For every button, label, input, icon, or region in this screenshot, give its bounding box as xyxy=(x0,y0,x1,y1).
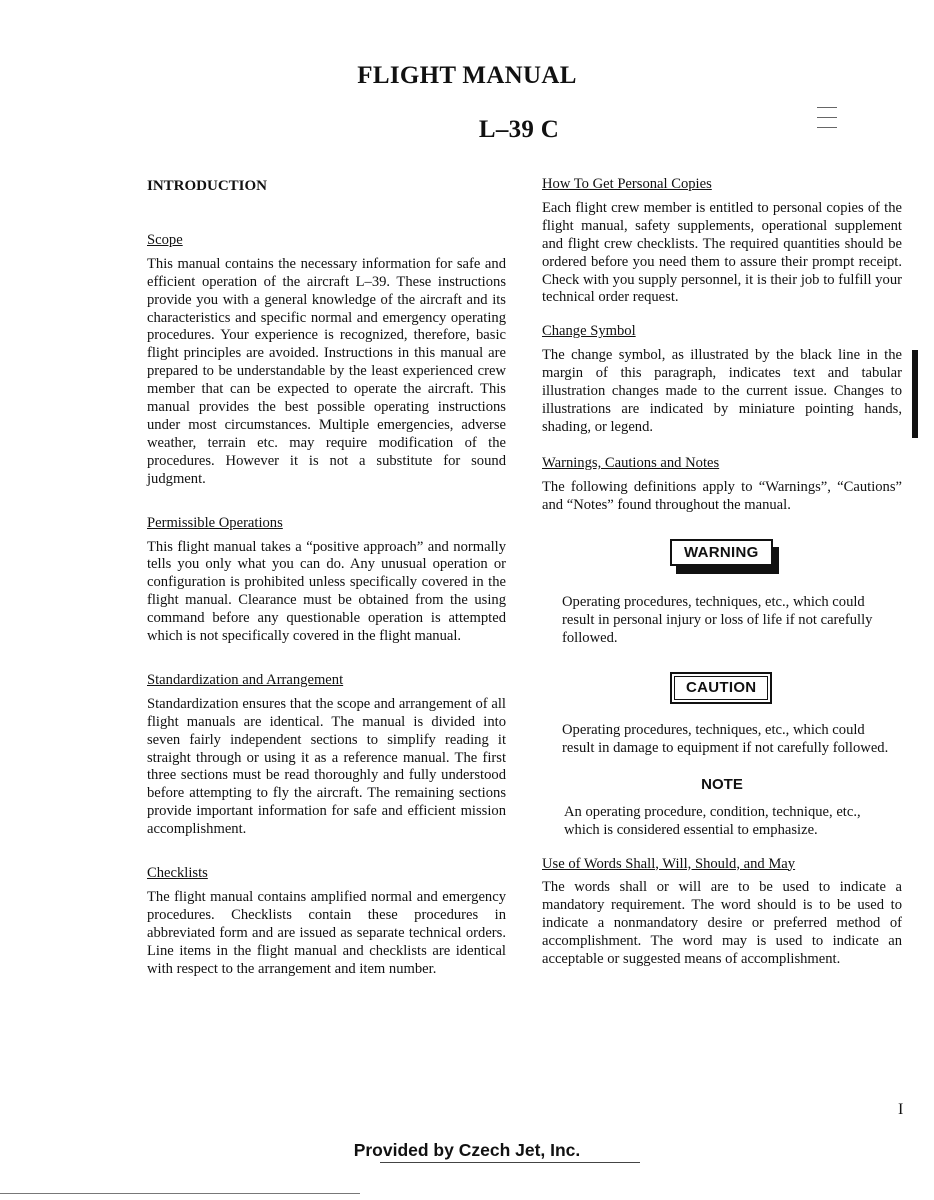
manual-title: FLIGHT MANUAL xyxy=(357,62,577,89)
section-body-standardization: Standardization ensures that the scope and arrangement of all flight manuals are identical. The manual is divided into seven fairly independent sections to simplify reading it straight through or using it as a reference manual. The first three sections must be read thoroughly and fully understood before attempting to fly the aircraft. The remaining sections provide important information for safe and efficient mission accomplishment. xyxy=(147,695,506,838)
note-label: NOTE xyxy=(701,775,743,793)
section-body-use-of-words: The words shall or will are to be used to indicate a mandatory requirement. The word should is to be used to indicate a nonmandatory desire or preferred method of accomplishment. The word may is used to indicate an acceptable or suggested means of accomplishment. xyxy=(542,879,902,968)
section-title-warnings-cautions-notes: Warnings, Cautions and Notes xyxy=(542,454,720,471)
warning-box-wrap xyxy=(542,539,902,567)
aircraft-model: L–39 C xyxy=(478,116,560,143)
checklists-section xyxy=(147,865,506,978)
standardization-section xyxy=(147,672,506,839)
section-title-scope: Scope xyxy=(147,231,183,248)
right-column xyxy=(542,176,902,969)
change-symbol-section xyxy=(542,323,902,436)
use-of-words-section xyxy=(542,856,902,969)
caution-label: CAUTION xyxy=(670,672,772,704)
section-body-personal-copies: Each flight crew member is entitled to personal copies of the flight manual, safety supplements, operational supplement and flight crew checklists. The required quantities should be ordered before you need them to assure their prompt receipt. Check with you supply personnel, it is their job to fulfill your technical order request. xyxy=(542,199,902,306)
section-body-change-symbol: The change symbol, as illustrated by the black line in the margin of this paragraph, indicates text and tabular illustration changes made to the current issue. Changes to illustrations are indicated by miniature pointing hands, shading, or legend. xyxy=(542,347,902,435)
section-body-scope: This manual contains the necessary information for safe and efficient operation of the aircraft L–39. These instructions provide you with a general knowledge of the aircraft and its characteristics and specific normal and emergency operating procedures. Your experience is recognized, therefore, basic flight principles are avoided. Instructions in this manual are prepared to be understandable by the least experienced crew member that can be expected to operate the aircraft. This manual provides the best possible operating instructions under most circumstances. Multiple emergencies, adverse weather, terrain etc. may require modification of the procedures. However it is not a substitute for sound judgment. xyxy=(147,255,506,487)
section-title-use-of-words: Use of Words Shall, Will, Should, and May xyxy=(542,855,796,872)
change-symbol-bar xyxy=(912,350,918,438)
scope-section xyxy=(147,232,506,489)
section-body-checklists: The flight manual contains amplified normal and emergency procedures. Checklists contain these procedures in abbreviated form and are issued as separate technical orders. Line items in the flight manual and checklists are identical with respect to the arrangement and item number. xyxy=(147,889,506,977)
section-title-personal-copies: How To Get Personal Copies xyxy=(542,176,712,192)
page-number: I xyxy=(898,1101,904,1118)
warning-text: Operating procedures, techniques, etc., which could result in personal injury or loss of life if not carefully followed. xyxy=(562,594,873,647)
section-title-standardization: Standardization and Arrangement xyxy=(147,671,344,688)
caution-box-wrap xyxy=(542,672,902,704)
scan-artifact-marks xyxy=(817,102,837,162)
warnings-cautions-notes-section xyxy=(542,455,902,515)
section-body-permissible-operations: This flight manual takes a “positive approach” and normally tells you only what you can do. Any unusual operation or configuration is prohibited unless specifically covered in the flight manual. Clearance must be obtained from the using command before any questionable operation is attempted which is not specifically covered in the flight manual. xyxy=(147,538,506,645)
footer-provided-by: Provided by Czech Jet, Inc. xyxy=(353,1140,581,1160)
section-body-warnings-cautions-notes: The following definitions apply to “Warnings”, “Cautions” and “Notes” found throughout the manual. xyxy=(542,478,902,513)
footer-rule xyxy=(380,1162,640,1163)
permissible-operations-section xyxy=(147,515,506,646)
note-text: An operating procedure, condition, technique, etc., which is considered essential to emphasize. xyxy=(564,803,861,838)
caution-text: Operating procedures, techniques, etc., which could result in damage to equipment if not carefully followed. xyxy=(562,722,889,756)
personal-copies-section xyxy=(542,176,902,307)
section-title-checklists: Checklists xyxy=(147,865,208,882)
warning-label: WARNING xyxy=(670,539,773,567)
section-title-change-symbol: Change Symbol xyxy=(542,323,636,340)
section-title-permissible-operations: Permissible Operations xyxy=(147,514,283,531)
left-column xyxy=(147,176,506,979)
introduction-heading: INTRODUCTION xyxy=(147,178,268,194)
bottom-edge-rule xyxy=(0,1193,360,1194)
